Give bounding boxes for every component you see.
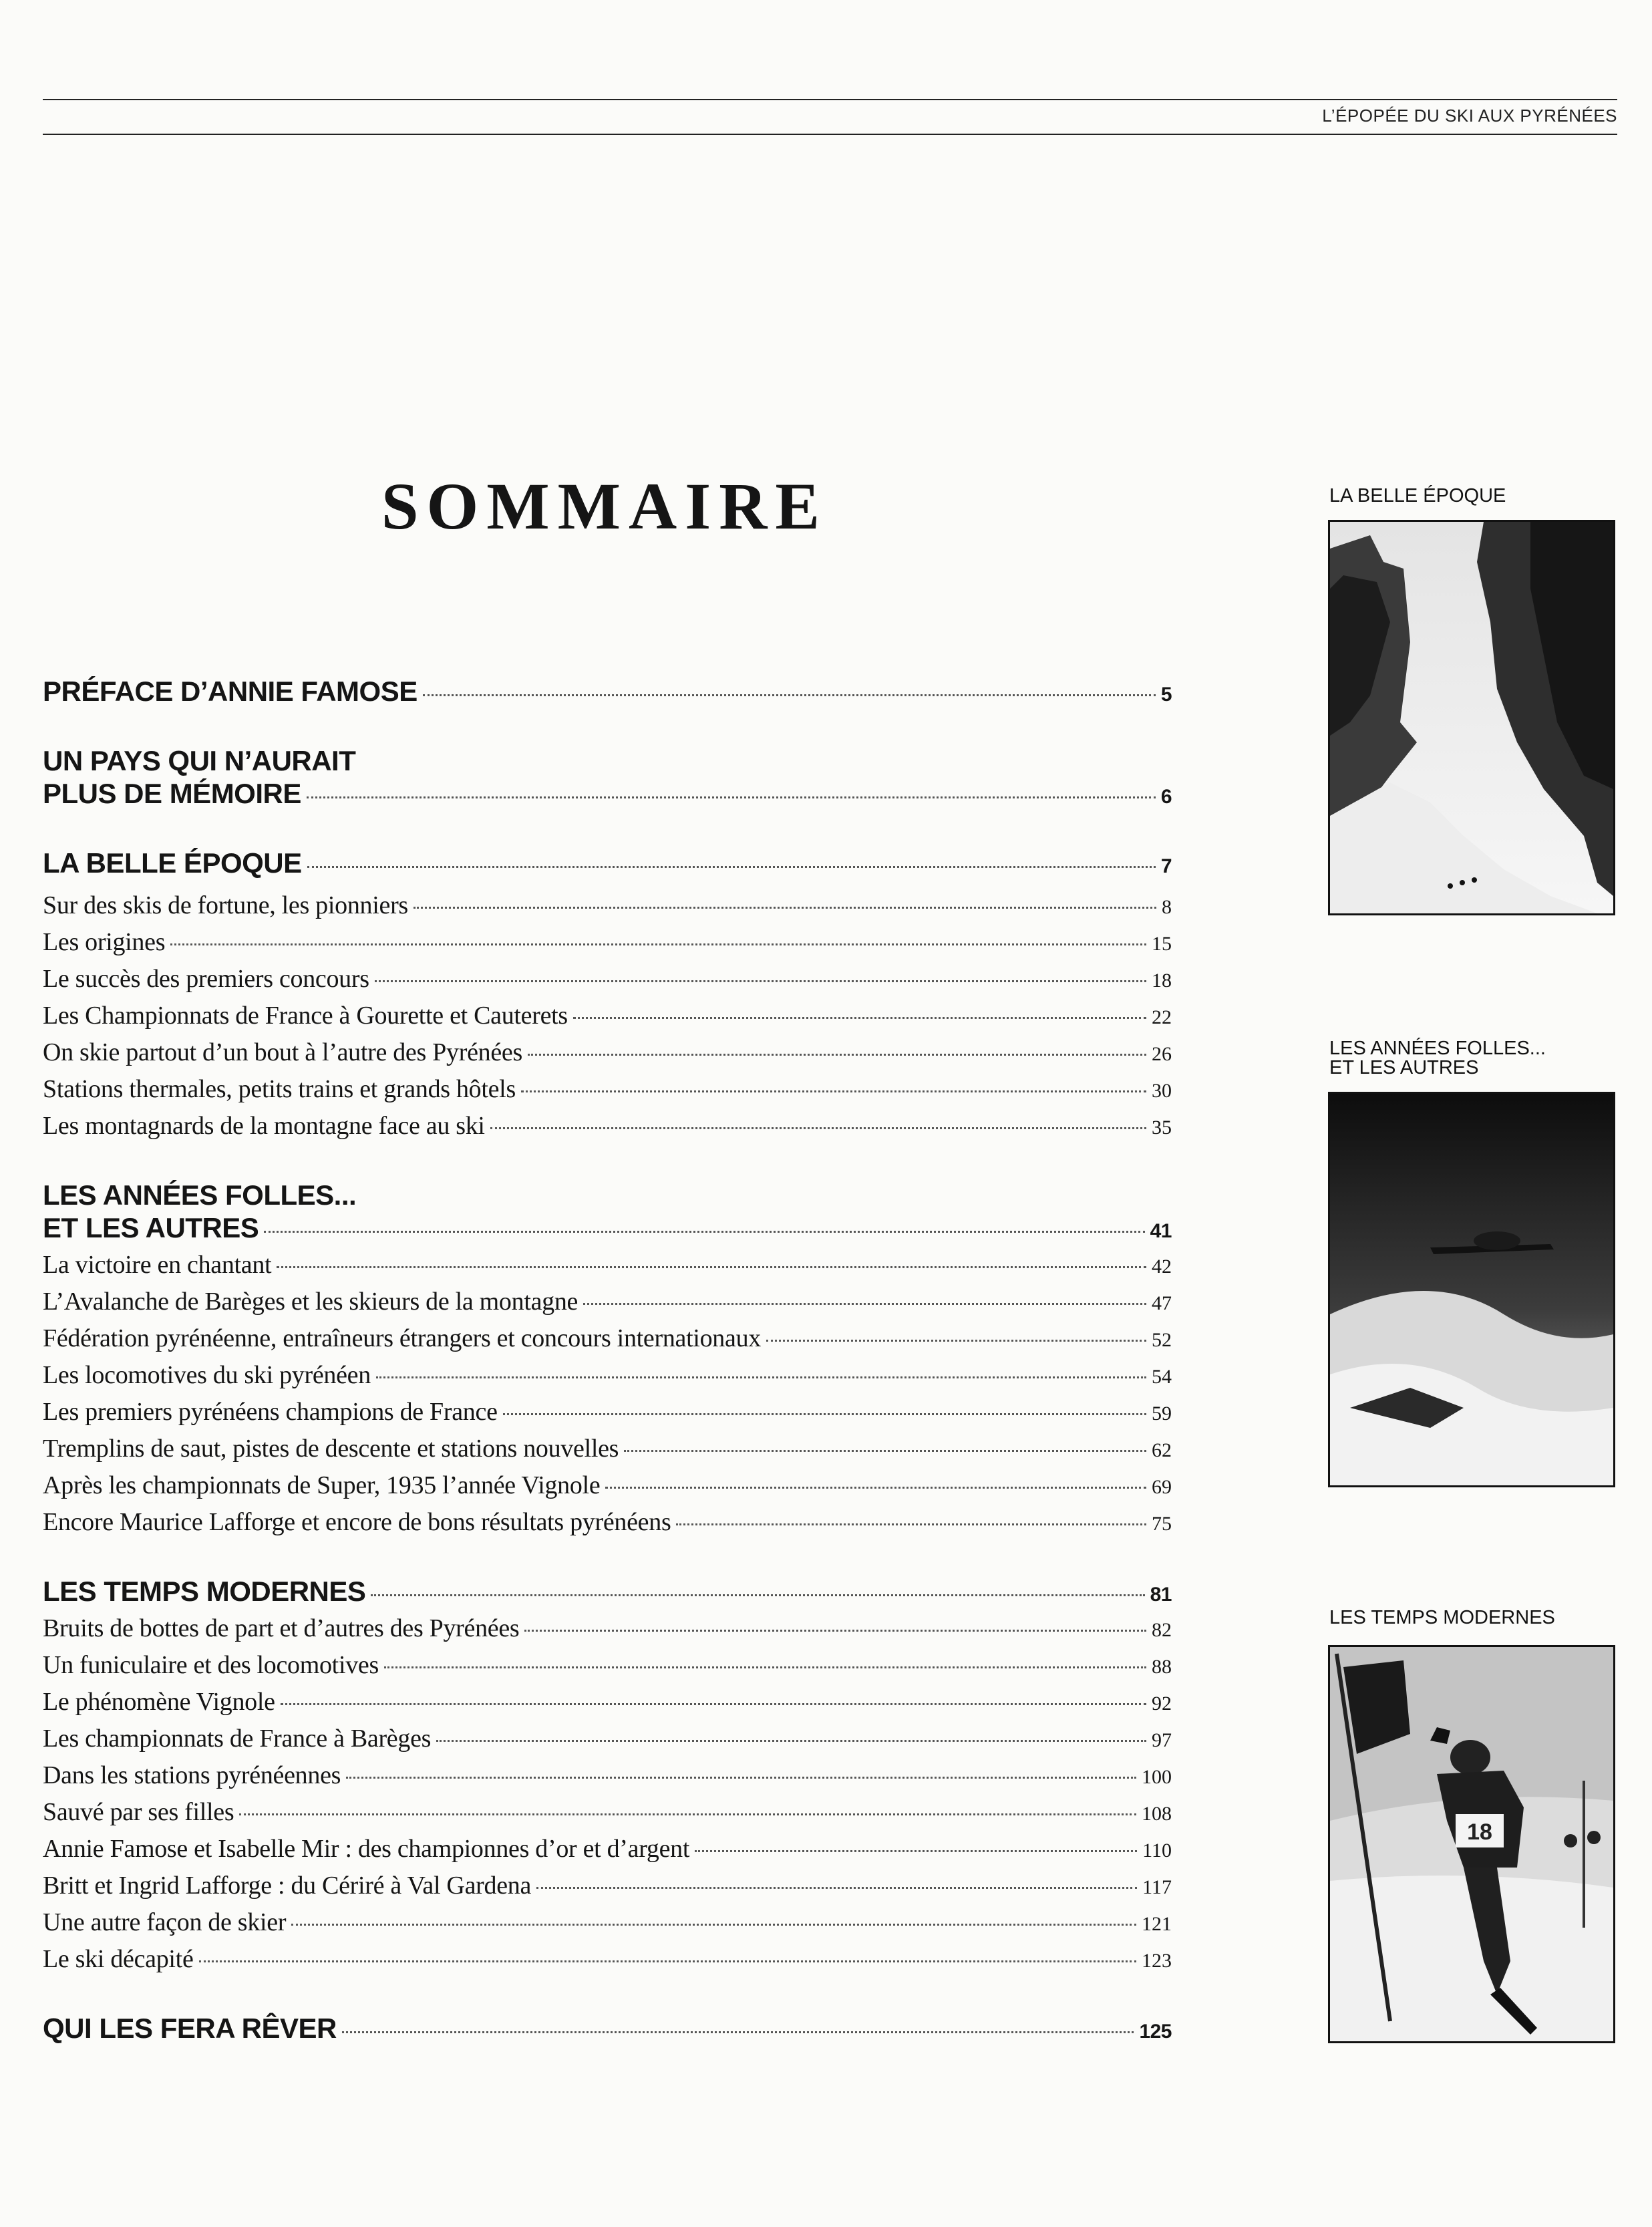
toc-subentry[interactable]	[43, 1468, 1172, 1505]
ski-jumper-image	[1330, 1094, 1613, 1485]
dot-leader	[307, 796, 1156, 798]
toc-page-number: 15	[1152, 933, 1172, 955]
toc-subentry[interactable]	[43, 1072, 1172, 1108]
toc-section-rever	[43, 2012, 1172, 2048]
toc-subentry[interactable]	[43, 1611, 1172, 1648]
toc-page-number: 47	[1152, 1292, 1172, 1314]
toc-entry-title: ET LES AUTRES	[43, 1212, 259, 1243]
toc-subentry[interactable]	[43, 1431, 1172, 1468]
toc-subentry[interactable]	[43, 925, 1172, 961]
toc-entry-belle-epoque[interactable]	[43, 847, 1172, 883]
toc-subentry-title: Le succès des premiers concours	[43, 965, 369, 993]
toc-entry-pays[interactable]	[43, 777, 1172, 813]
toc-entry-temps-modernes[interactable]	[43, 1575, 1172, 1611]
toc-subentry[interactable]	[43, 888, 1172, 925]
dot-leader	[371, 1594, 1144, 1596]
toc-subentry-title: Tremplins de saut, pistes de descente et stations nouvelles	[43, 1435, 619, 1463]
bib-number: 18	[1467, 1819, 1492, 1845]
dot-leader	[605, 1487, 1146, 1489]
toc-subentry[interactable]	[43, 1321, 1172, 1358]
toc-page-number: 54	[1152, 1366, 1172, 1388]
dot-leader	[521, 1090, 1146, 1092]
toc-page-number: 62	[1152, 1439, 1172, 1461]
dot-leader	[342, 2031, 1134, 2033]
toc-page-number: 75	[1152, 1513, 1172, 1535]
toc-subentry-title: Stations thermales, petits trains et grands hôtels	[43, 1075, 516, 1103]
dot-leader	[375, 980, 1146, 982]
toc-subentry[interactable]	[43, 1942, 1172, 1978]
dot-leader	[414, 907, 1156, 909]
toc-section-annees-folles	[43, 1179, 1172, 1541]
dot-leader	[766, 1340, 1146, 1342]
toc-entry-title: LES TEMPS MODERNES	[43, 1576, 366, 1607]
dot-leader	[536, 1887, 1137, 1889]
toc-page-number: 8	[1162, 896, 1172, 918]
thumbnail-caption-line: LES ANNÉES FOLLES...	[1329, 1038, 1546, 1059]
toc-page-number: 7	[1160, 855, 1172, 877]
toc-page-number: 52	[1152, 1329, 1172, 1351]
toc-page-number: 59	[1152, 1402, 1172, 1425]
dot-leader	[573, 1017, 1146, 1019]
toc-entry-title: PRÉFACE D’ANNIE FAMOSE	[43, 676, 418, 707]
thumbnail-caption-belle-epoque: LA BELLE ÉPOQUE	[1329, 485, 1506, 506]
toc-page-number: 42	[1152, 1255, 1172, 1278]
dot-leader	[436, 1740, 1146, 1742]
toc-subentry-title: Britt et Ingrid Lafforge : du Cériré à Val Gardena	[43, 1872, 532, 1900]
toc-page-number: 100	[1142, 1766, 1172, 1788]
toc-subentry-title: Une autre façon de skier	[43, 1908, 287, 1936]
toc-subentry-title: On skie partout d’un bout à l’autre des Pyrénées	[43, 1038, 522, 1066]
toc-subentry-title: Les montagnards de la montagne face au ski	[43, 1112, 485, 1140]
toc-entry-title: QUI LES FERA RÊVER	[43, 2013, 337, 2044]
photo-belle-epoque	[1328, 520, 1615, 915]
toc-subentry[interactable]	[43, 1035, 1172, 1072]
toc-subentry[interactable]	[43, 1108, 1172, 1145]
toc-subentry[interactable]	[43, 1284, 1172, 1321]
toc-subentry-title: Bruits de bottes de part et d’autres des Pyrénées	[43, 1614, 520, 1642]
toc-subentry-title: Après les championnats de Super, 1935 l’année Vignole	[43, 1471, 601, 1499]
toc-page-number: 81	[1150, 1584, 1172, 1606]
dot-leader	[503, 1413, 1146, 1415]
toc-page-number: 123	[1142, 1950, 1172, 1972]
dot-leader	[524, 1630, 1146, 1632]
toc-subentry[interactable]	[43, 961, 1172, 998]
toc-section-belle-epoque	[43, 847, 1172, 1145]
toc-page-number: 35	[1152, 1117, 1172, 1139]
toc-page-number: 18	[1152, 970, 1172, 992]
toc-section-temps-modernes	[43, 1575, 1172, 1978]
slalom-skier-image	[1330, 1647, 1613, 2041]
toc-subentry-title: Sur des skis de fortune, les pionniers	[43, 891, 408, 919]
toc-page-number: 22	[1152, 1006, 1172, 1028]
dot-leader	[291, 1924, 1136, 1926]
toc-subentry-title: Les origines	[43, 928, 166, 956]
toc-subentry[interactable]	[43, 1394, 1172, 1431]
toc-page-number: 6	[1160, 786, 1172, 808]
dot-leader	[376, 1376, 1146, 1378]
dot-leader	[384, 1666, 1146, 1668]
toc-subentry-title: Fédération pyrénéenne, entraîneurs étrangers et concours internationaux	[43, 1324, 761, 1352]
toc-subentry[interactable]	[43, 1795, 1172, 1831]
toc-subentry-title: Les premiers pyrénéens champions de France	[43, 1398, 498, 1426]
toc-subentries	[43, 1611, 1172, 1978]
toc-entry-title: PLUS DE MÉMOIRE	[43, 778, 301, 809]
toc-page-number: 92	[1152, 1692, 1172, 1715]
toc-subentry-title: Le phénomène Vignole	[43, 1688, 275, 1716]
dot-leader	[490, 1127, 1146, 1129]
toc-page-number: 30	[1152, 1080, 1172, 1102]
toc-heading-line: LES ANNÉES FOLLES...	[43, 1179, 357, 1211]
mountain-gorge-image	[1330, 522, 1613, 913]
dot-leader	[695, 1850, 1137, 1852]
toc-subentries	[43, 1247, 1172, 1541]
thumbnail-caption-temps-modernes: LES TEMPS MODERNES	[1329, 1607, 1555, 1628]
toc-entry-rever[interactable]	[43, 2012, 1172, 2048]
toc-entry-preface[interactable]	[43, 675, 1172, 711]
toc-subentry-title: Encore Maurice Lafforge et encore de bons résultats pyrénéens	[43, 1508, 671, 1536]
toc-page-number: 26	[1152, 1043, 1172, 1065]
toc-subentry[interactable]	[43, 1505, 1172, 1541]
toc-subentry[interactable]	[43, 1684, 1172, 1721]
toc-subentry-title: Dans les stations pyrénéennes	[43, 1761, 341, 1789]
dot-leader	[528, 1054, 1146, 1056]
toc-page-number: 41	[1150, 1220, 1172, 1242]
toc-subentry[interactable]	[43, 1721, 1172, 1758]
photo-annees-folles	[1328, 1092, 1615, 1487]
dot-leader	[307, 866, 1156, 868]
toc-page-number: 117	[1142, 1876, 1172, 1898]
toc-entry-title: LA BELLE ÉPOQUE	[43, 847, 302, 879]
toc-page-number: 108	[1142, 1803, 1172, 1825]
dot-leader	[170, 943, 1146, 945]
toc-heading-line: UN PAYS QUI N’AURAIT	[43, 745, 356, 776]
dot-leader	[277, 1266, 1146, 1268]
toc-subentry-title: Sauvé par ses filles	[43, 1798, 234, 1826]
toc-page-number: 82	[1152, 1619, 1172, 1641]
toc-subentry-title: Le ski décapité	[43, 1945, 194, 1973]
toc-subentry-title: Les championnats de France à Barèges	[43, 1725, 432, 1753]
toc-subentry[interactable]	[43, 1905, 1172, 1942]
toc-subentry[interactable]	[43, 1831, 1172, 1868]
page-title: SOMMAIRE	[381, 469, 828, 543]
dot-leader	[583, 1303, 1146, 1305]
toc-subentry-title: Un funiculaire et des locomotives	[43, 1651, 379, 1679]
toc-subentry-title: Annie Famose et Isabelle Mir : des championnes d’or et d’argent	[43, 1835, 690, 1863]
toc-section-preface	[43, 675, 1172, 711]
dot-leader	[264, 1231, 1144, 1233]
table-of-contents	[43, 675, 1172, 2081]
dot-leader	[676, 1523, 1146, 1525]
toc-subentry[interactable]	[43, 998, 1172, 1035]
toc-page-number: 121	[1142, 1913, 1172, 1935]
running-header: L’ÉPOPÉE DU SKI AUX PYRÉNÉES	[1322, 106, 1617, 126]
thumbnail-caption-annees-folles	[1329, 1039, 1546, 1078]
toc-page-number: 125	[1139, 2021, 1172, 2043]
toc-entry-annees-folles[interactable]	[43, 1211, 1172, 1247]
photo-temps-modernes	[1328, 1645, 1615, 2043]
toc-subentry[interactable]	[43, 1868, 1172, 1905]
toc-subentry[interactable]	[43, 1247, 1172, 1284]
toc-subentry[interactable]	[43, 1648, 1172, 1684]
dot-leader	[346, 1777, 1136, 1779]
header-rule-top	[43, 99, 1617, 100]
thumbnail-caption-line: ET LES AUTRES	[1329, 1057, 1479, 1078]
toc-page-number: 5	[1160, 684, 1172, 706]
toc-page-number: 88	[1152, 1656, 1172, 1678]
toc-section-pays	[43, 744, 1172, 813]
toc-page-number: 110	[1142, 1839, 1172, 1862]
toc-subentry-title: L’Avalanche de Barèges et les skieurs de la montagne	[43, 1288, 579, 1316]
dot-leader	[423, 694, 1156, 696]
dot-leader	[199, 1960, 1136, 1962]
toc-subentry[interactable]	[43, 1358, 1172, 1394]
toc-subentry-title: La victoire en chantant	[43, 1251, 272, 1279]
dot-leader	[281, 1703, 1146, 1705]
toc-subentry[interactable]	[43, 1758, 1172, 1795]
toc-page-number: 69	[1152, 1476, 1172, 1498]
toc-subentry-title: Les Championnats de France à Gourette et Cauterets	[43, 1002, 568, 1030]
toc-subentry-title: Les locomotives du ski pyrénéen	[43, 1361, 371, 1389]
toc-subentries	[43, 888, 1172, 1145]
header-rule-bottom	[43, 134, 1617, 135]
dot-leader	[624, 1450, 1146, 1452]
dot-leader	[239, 1813, 1136, 1815]
toc-page-number: 97	[1152, 1729, 1172, 1751]
